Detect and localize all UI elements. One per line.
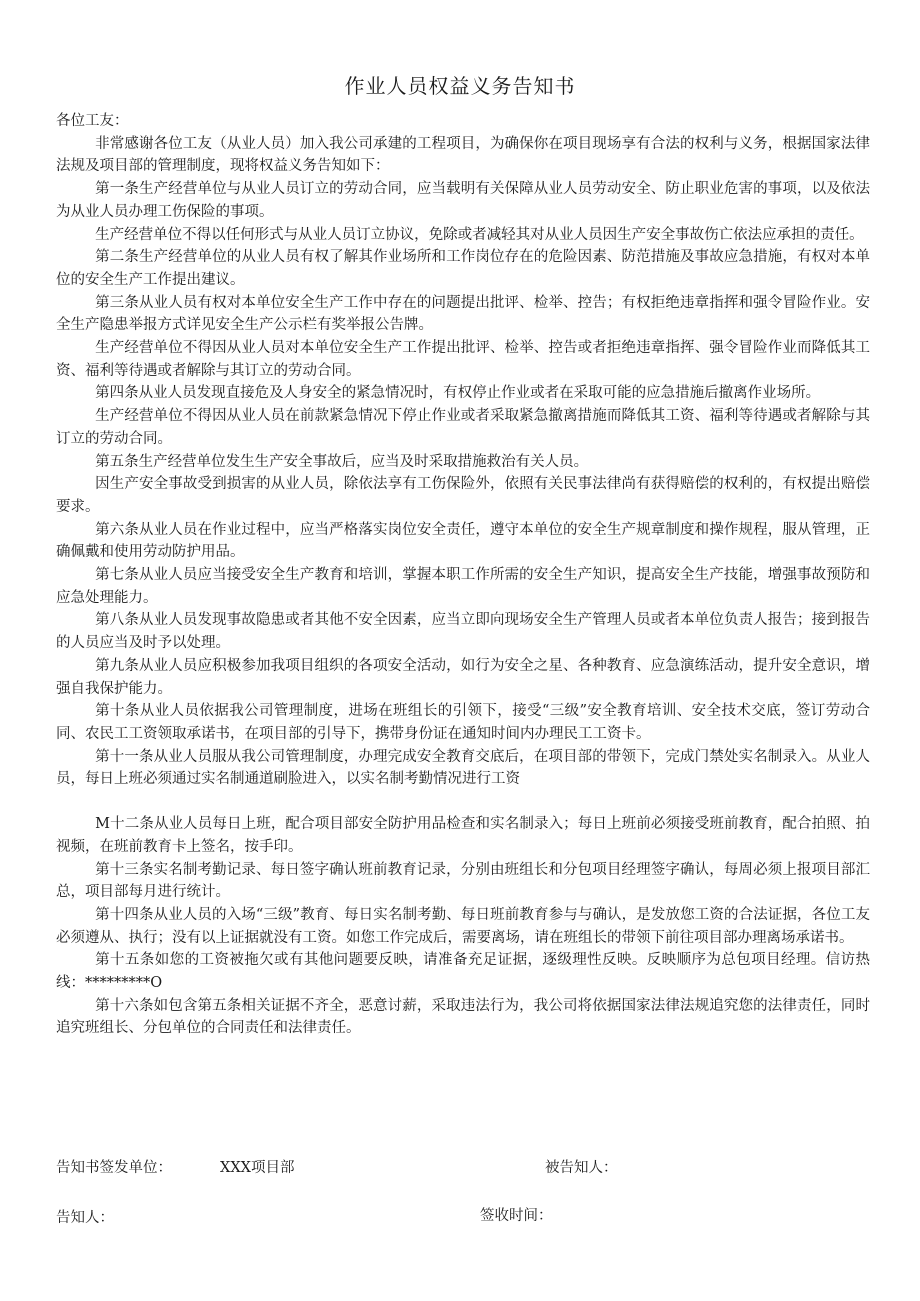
article-10: 第十条从业人员依据我公司管理制度，进场在班组长的引领下，接受“三级”安全教育培训、安全技术交底，签订劳动合同、农民工工资领取承诺书，在项目部的引导下，携带身份证在通知时间内办理民工工资卡。 [56,703,870,742]
article-3: 第三条从业人员有权对本单位安全生产工作中存在的问题提出批评、检举、控告；有权拒绝违章指挥和强令冒险作业。安全生产隐患举报方式详见安全生产公示栏有奖举报公告牌。 [56,294,870,334]
article-7: 第七条从业人员应当接受安全生产教育和培训，掌握本职工作所需的安全生产知识，提高安全生产技能，增强事故预防和应急处理能力。 [56,567,870,606]
article-12: M十二条从业人员每日上班，配合项目部安全防护用品检查和实名制录入；每日上班前必须接受班前教育，配合拍照、拍视频，在班前教育卡上签名，按手印。 [56,816,870,855]
article-6: 第六条从业人员在作业过程中，应当严格落实岗位安全责任，遵守本单位的安全生产规章制度和操作规程，服从管理，正确佩戴和使用劳动防护用品。 [56,521,870,561]
article-9: 第九条从业人员应积极参加我项目组织的各项安全活动，如行为安全之星、各种教育、应急演练活动，提升安全意识，增强自我保护能力。 [56,657,870,697]
article-14: 第十四条从业人员的入场“三级”教育、每日实名制考勤、每日班前教育参与与确认，是发放您工资的合法证据，各位工友必须遵从、执行；没有以上证据就没有工资。如您工作完成后，需要离场，请在班组长的带领下前往项目部办理离场承诺书。 [56,906,870,946]
article-11: 第十一条从业人员服从我公司管理制度，办理完成安全教育交底后，在项目部的带领下，完成门禁处实名制录入。从业人员，每日上班必须通过实名制通道刷脸进入，以实名制考勤情况进行工资 [56,748,870,788]
article-1-clause-2: 生产经营单位不得以任何形式与从业人员订立协议，免除或者减轻其对从业人员因生产安全事故伤亡依法应承担的责任。 [95,226,864,243]
article-3-clause-2: 生产经营单位不得因从业人员对本单位安全生产工作提出批评、检举、控告或者拒绝违章指挥、强令冒险作业而降低其工资、福利等待遇或者解除与其订立的劳动合同。 [56,340,870,379]
issuer-label: 告知书签发单位： [56,1160,172,1176]
document-title: 作业人员权益义务告知书 [344,74,576,98]
article-5-clause-2: 因生产安全事故受到损害的从业人员，除依法享有工伤保险外，依照有关民事法律尚有获得赔偿的权利的，有权提出赔偿要求。 [56,476,870,515]
recipient-label: 被告知人： [545,1160,618,1176]
article-8: 第八条从业人员发现事故隐患或者其他不安全因素，应当立即向现场安全生产管理人员或者本单位负责人报告；接到报告的人员应当及时予以处理。 [56,612,870,652]
article-5: 第五条生产经营单位发生生产安全事故后，应当及时采取措施救治有关人员。 [95,453,589,470]
article-4: 第四条从业人员发现直接危及人身安全的紧急情况时，有权停止作业或者在采取可能的应急措施后撤离作业场所。 [95,385,821,402]
article-4-clause-2: 生产经营单位不得因从业人员在前款紧急情况下停止作业或者采取紧急撤离措施而降低其工资、福利等待遇或者解除与其订立的劳动合同。 [56,408,870,447]
article-16: 第十六条如包含第五条相关证据不齐全，恶意讨薪，采取违法行为，我公司将依据国家法律法规追究您的法律责任，同时追究班组长、分包单位的合同责任和法律责任。 [56,997,870,1037]
article-13: 第十三条实名制考勤记录、每日签字确认班前教育记录，分别由班组长和分包项目经理签字确认，每周必须上报项目部汇总，项目部每月进行统计。 [56,861,870,901]
document-body [56,110,870,1040]
article-2: 第二条生产经营单位的从业人员有权了解其作业场所和工作岗位存在的危险因素、防范措施及事故应急措施，有权对本单位的安全生产工作提出建议。 [56,249,870,288]
receipt-time-label: 签收时间： [480,1208,553,1224]
article-15: 第十五条如您的工资被拖欠或有其他问题要反映，请准备充足证据，逐级理性反映。反映顺序为总包项目经理。信访热线：*********O [56,952,870,992]
article-1: 第一条生产经营单位与从业人员订立的劳动合同，应当载明有关保障从业人员劳动安全、防止职业危害的事项，以及依法为从业人员办理工伤保险的事项。 [56,181,870,220]
greeting: 各位工友： [56,113,129,129]
notifier-label: 告知人： [56,1210,114,1226]
intro-paragraph: 非常感谢各位工友（从业人员）加入我公司承建的工程项目，为确保你在项目现场享有合法的权利与义务，根据国家法律法规及项目部的管理制度，现将权益义务告知如下： [56,135,870,175]
issuer-value: XXX项目部 [220,1160,295,1176]
